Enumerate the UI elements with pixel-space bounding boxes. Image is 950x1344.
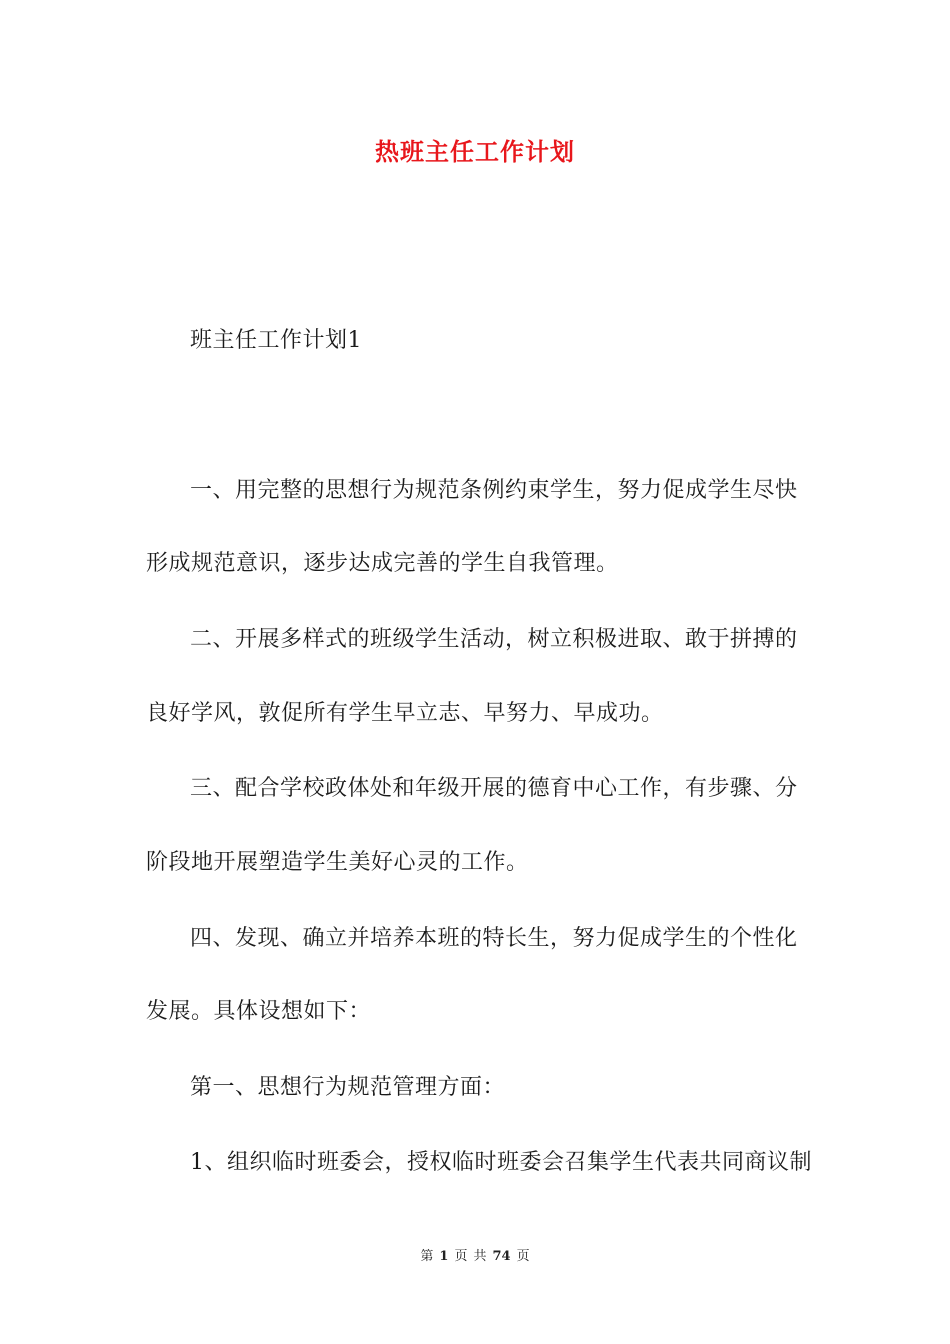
footer-suffix: 页 [516, 1249, 530, 1264]
paragraph-line: 良好学风，敦促所有学生早立志、早努力、早成功。 [146, 701, 664, 726]
paragraph-line: 一、用完整的思想行为规范条例约束学生，努力促成学生尽快 [190, 478, 798, 503]
paragraph-line: 形成规范意识，逐步达成完善的学生自我管理。 [146, 551, 619, 576]
paragraph-line: 三、配合学校政体处和年级开展的德育中心工作，有步骤、分 [190, 776, 798, 801]
page-footer [0, 1247, 950, 1267]
paragraph-line: 第一、思想行为规范管理方面： [190, 1075, 506, 1100]
footer-page-word: 页 [454, 1249, 468, 1264]
footer-prefix: 第 [420, 1249, 434, 1264]
paragraph-line: 二、开展多样式的班级学生活动，树立积极进取、敢于拼搏的 [190, 627, 798, 652]
current-page-number: 1 [439, 1249, 449, 1264]
paragraph-line: 四、发现、确立并培养本班的特长生，努力促成学生的个性化 [190, 926, 798, 951]
paragraph-line: 发展。具体设想如下： [146, 999, 372, 1024]
paragraph-line: 阶段地开展塑造学生美好心灵的工作。 [146, 850, 529, 875]
paragraph-line: 1、组织临时班委会，授权临时班委会召集学生代表共同商议制 [190, 1150, 812, 1175]
section-heading: 班主任工作计划1 [190, 328, 362, 353]
document-title: 热班主任工作计划 [375, 137, 575, 166]
total-pages-number: 74 [492, 1249, 511, 1264]
footer-total-prefix: 共 [473, 1249, 487, 1264]
